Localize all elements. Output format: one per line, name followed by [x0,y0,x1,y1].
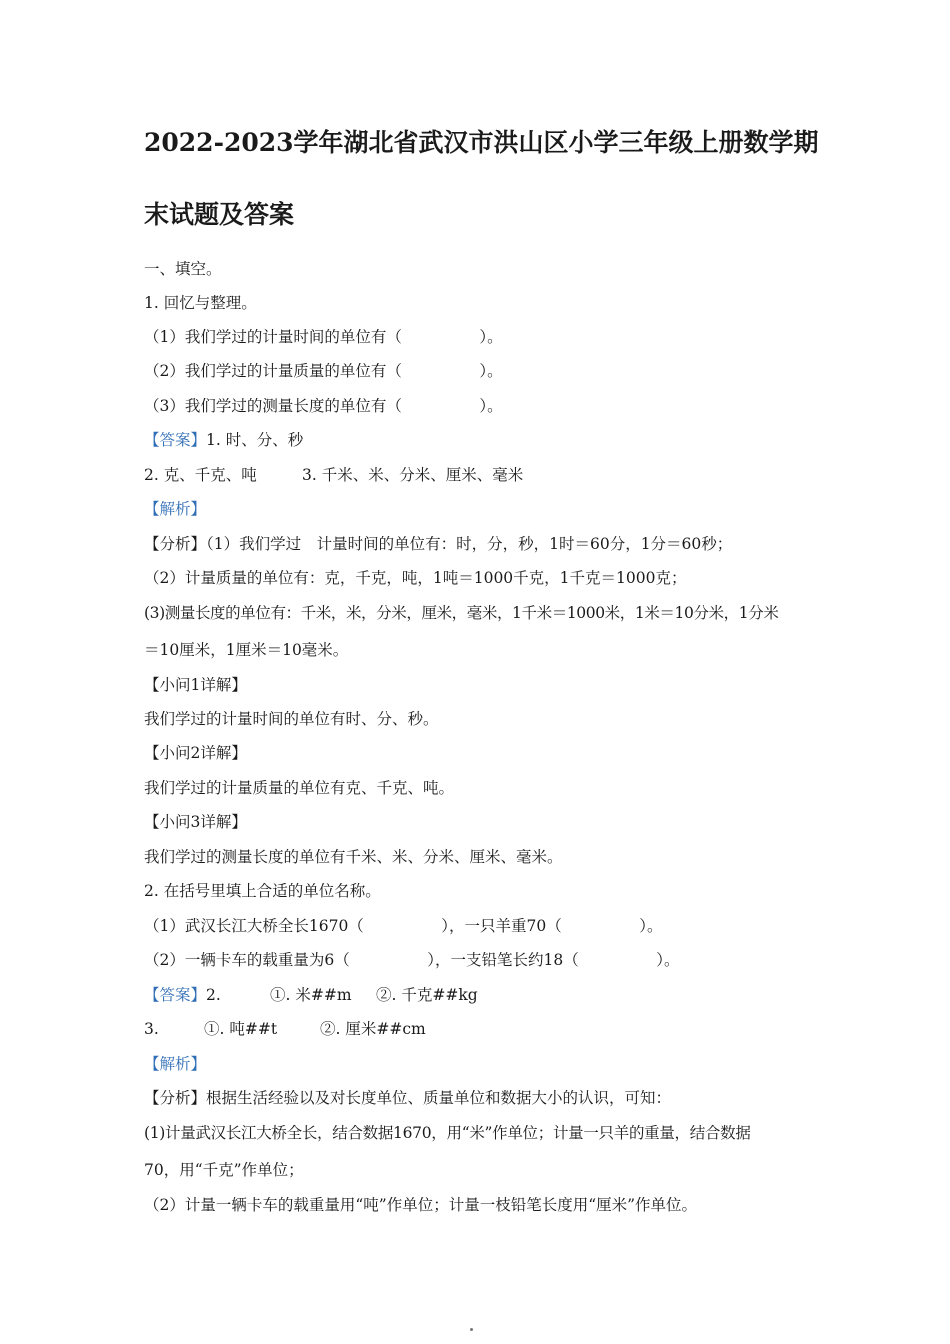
analysis-line: (1)计量武汉长江大桥全长，结合数据1670，用“米”作单位；计量一只羊的重量，结合数据 [144,1124,751,1142]
detail-text: 我们学过的计量质量的单位有克、千克、吨。 [144,779,455,797]
question-2-part-1: （1）武汉长江大桥全长1670（ ），一只羊重70（ ）。 [144,917,663,935]
analysis-tag: 【解析】 [144,500,207,518]
detail-heading: 【小问2详解】 [144,744,247,762]
answer-text: 1. 时、分、秒 [206,431,304,449]
answer-text: 3. 千米、米、分米、厘米、毫米 [302,466,524,484]
analysis-line: 【分析】根据生活经验以及对长度单位、质量单位和数据大小的认识，可知： [144,1089,672,1107]
footer-mark [470,1328,473,1331]
analysis-tag: 【解析】 [144,1055,207,1073]
answer-number: 2. [206,986,221,1004]
question-2-answer [144,984,824,1006]
detail-text: 我们学过的测量长度的单位有千米、米、分米、厘米、毫米。 [144,848,563,866]
question-2-answer-cont [144,1018,824,1040]
analysis-line: (3)测量长度的单位有：千米，米，分米，厘米，毫米，1千米＝1000米，1米＝10分米，1分米 [144,604,779,622]
analysis-line: 【分析】（1）我们学过 计量时间的单位有：时，分，秒，1时＝60分，1分＝60秒； [144,535,733,553]
detail-heading: 【小问1详解】 [144,676,247,694]
question-1-part-2: （2）我们学过的计量质量的单位有（ ）。 [144,362,503,380]
analysis-line: （2）计量一辆卡车的载重量用“吨”作单位；计量一枝铅笔长度用“厘米”作单位。 [144,1196,698,1214]
question-2-part-2: （2）一辆卡车的载重量为6（ ），一支铅笔长约18（ ）。 [144,951,680,969]
document-title-line-1: 2022-2023学年湖北省武汉市洪山区小学三年级上册数学期 [144,128,819,157]
question-1-answer [144,429,824,451]
answer-text: ②. 厘米##cm [320,1020,426,1038]
detail-heading: 【小问3详解】 [144,813,247,831]
answer-tag: 【答案】 [144,986,207,1004]
analysis-line: ＝10厘米，1厘米＝10毫米。 [144,641,349,659]
answer-text: ②. 千克##kg [376,986,478,1004]
question-1-stem: 1. 回忆与整理。 [144,294,257,312]
answer-text: 2. 克、千克、吨 [144,466,257,484]
detail-text: 我们学过的计量时间的单位有时、分、秒。 [144,710,439,728]
document-title-line-2: 末试题及答案 [144,200,295,229]
question-1-part-1: （1）我们学过的计量时间的单位有（ ）。 [144,328,503,346]
answer-text: ①. 米##m [270,986,352,1004]
analysis-line: （2）计量质量的单位有：克，千克，吨，1吨＝1000千克，1千克＝1000克； [144,569,687,587]
answer-tag: 【答案】 [144,431,207,449]
analysis-line: 70，用“千克”作单位； [144,1161,304,1179]
answer-text: ①. 吨##t [204,1020,278,1038]
question-1-part-3: （3）我们学过的测量长度的单位有（ ）。 [144,397,503,415]
section-heading: 一、填空。 [144,260,222,278]
answer-number: 3. [144,1020,159,1038]
question-1-answer-cont [144,464,824,486]
question-2-stem: 2. 在括号里填上合适的单位名称。 [144,882,381,900]
